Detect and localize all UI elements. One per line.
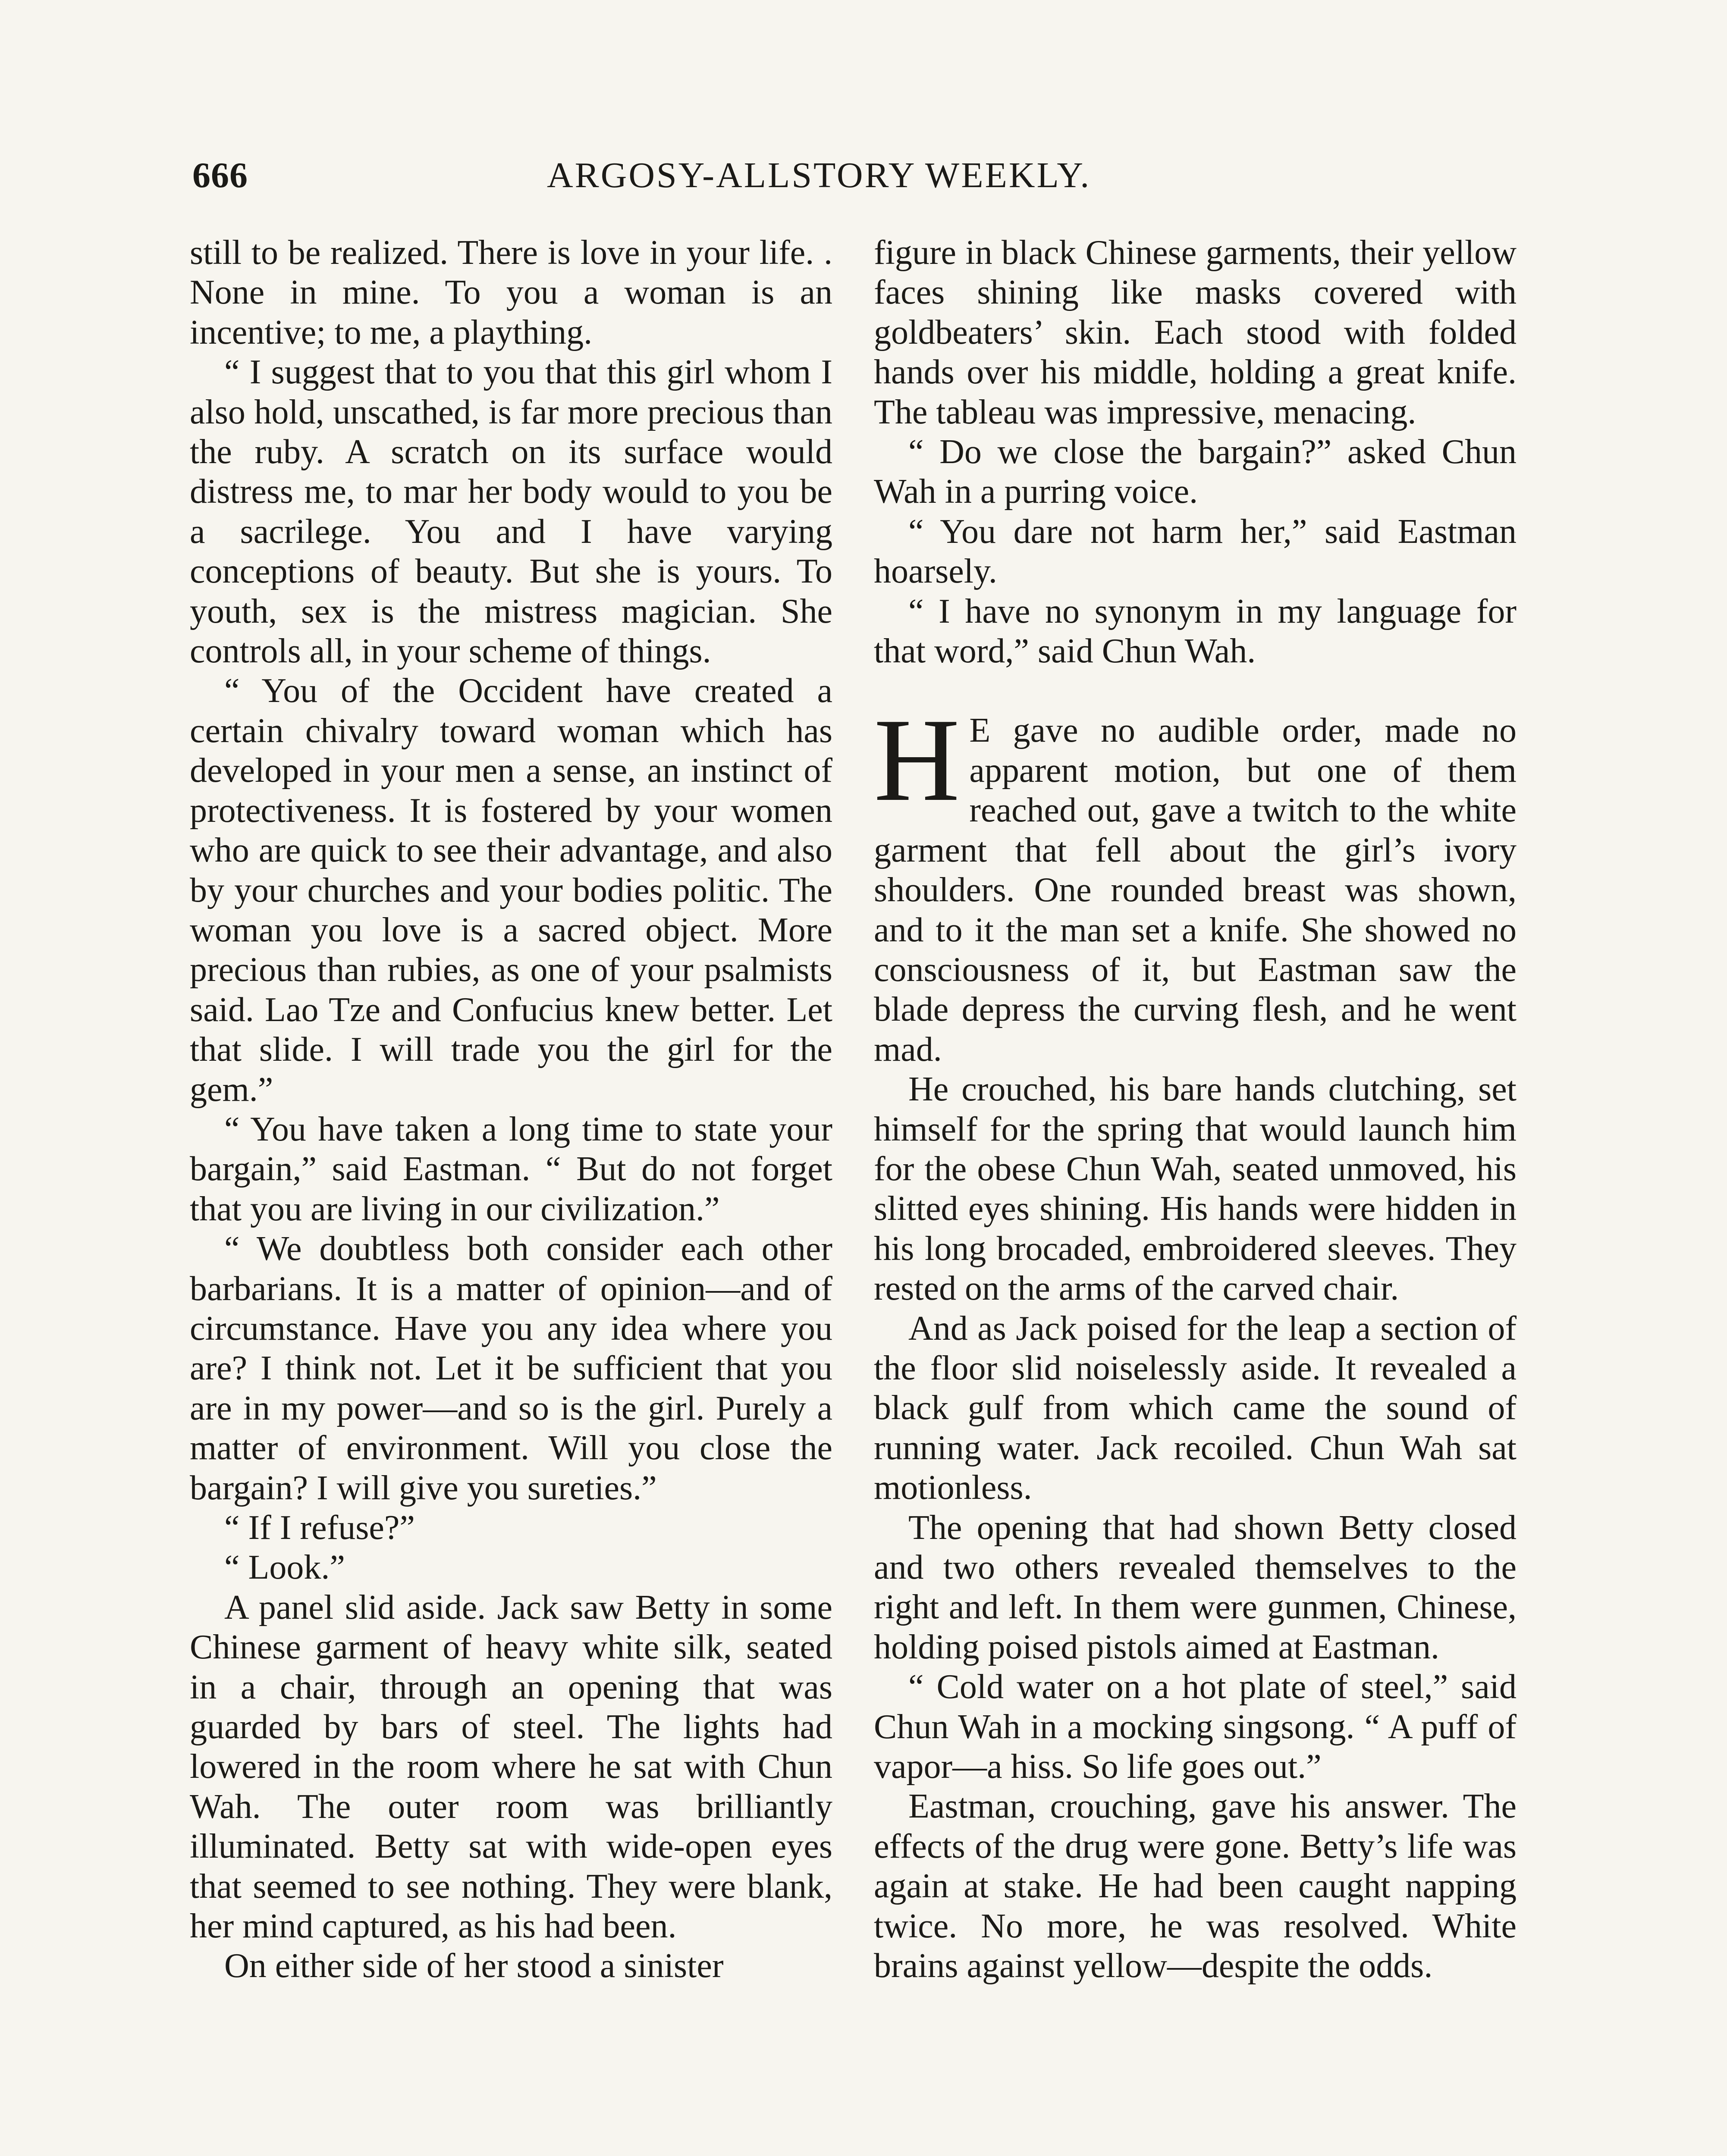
paragraph: still to be realized. There is love in your life. . None in mine. To you a woman is an incentive; to me, a plaything. [190, 234, 832, 351]
drop-cap-paragraph [874, 694, 1517, 1069]
paragraph: “ Do we close the bargain?” asked Chun Wah in a purring voice. [874, 433, 1517, 511]
left-column [190, 233, 832, 1986]
paragraph: And as Jack poised for the leap a section of the floor slid noiselessly aside. It revealed a black gulf from which came the sound of running water. Jack recoiled. Chun Wah sat motionless. [874, 1309, 1517, 1507]
paragraph: He crouched, his bare hands clutching, set himself for the spring that would launch him for the obese Chun Wah, seated unmoved, his slitted eyes shining. His hands were hidden in his long brocaded, embroidered sleeves. They rested on the arms of the carved chair. [874, 1070, 1517, 1308]
paragraph: On either side of her stood a sinister [224, 1947, 724, 1985]
paragraph: “ I suggest that to you that this girl whom I also hold, unscathed, is far more precious than the ruby. A scratch on its surface would distress me, to mar her body would to you be a sacrilege. You and I have varying conceptions of beauty. But she is yours. To youth, sex is the mistress magician. She controls all, in your scheme of things. [190, 353, 832, 671]
drop-cap-text: E gave no audible order, made no apparent motion, but one of them reached out, gave a twitch to the white garment that fell about the girl’s ivory shoulders. One rounded breast was shown, and to it the man set a knife. She showed no consciousness of it, but Eastman saw the blade depress the curving flesh, and he went mad. [874, 711, 1517, 1069]
right-column [874, 233, 1517, 1986]
drop-cap-letter: H [874, 694, 960, 826]
paragraph: “ You of the Occident have created a certain chivalry toward woman which has developed in your men a sense, an instinct of protectiveness. It is fostered by your women who are quick to see their advantage, and also by your churches and your bodies politic. The woman you love is a sacred object. More precious than rubies, as one of your psalmists said. Lao Tze and Confucius knew better. Let that slide. I will trade you the girl for the gem.” [190, 672, 832, 1109]
running-head: ARGOSY-ALLSTORY WEEKLY. [547, 155, 1091, 195]
paragraph: A panel slid aside. Jack saw Betty in some Chinese garment of heavy white silk, seated in a chair, through an opening that was guarded by bars of steel. The lights had lowered in the room where he sat with Chun Wah. The outer room was brilliantly illuminated. Betty sat with wide-open eyes that seemed to see nothing. They were blank, her mind captured, as his had been. [190, 1588, 832, 1946]
section-break [874, 671, 1517, 711]
paragraph: “ I have no synonym in my language for that word,” said Chun Wah. [874, 592, 1517, 671]
paragraph: “ If I refuse?” [224, 1509, 415, 1547]
paragraph: figure in black Chinese garments, their yellow faces shining like masks covered with goldbeaters’ skin. Each stood with folded hands over his middle, holding a great knife. The tableau was impressive, menacing. [874, 234, 1517, 431]
paragraph: The opening that had shown Betty closed and two others revealed themselves to the right and left. In them were gunmen, Chinese, holding poised pistols aimed at Eastman. [874, 1508, 1517, 1666]
paragraph: Eastman, crouching, gave his answer. The effects of the drug were gone. Betty’s life was again at stake. He had been caught napping twice. No more, he was resolved. White brains against yellow—despite the odds. [874, 1787, 1517, 1985]
paragraph: “ We doubtless both consider each other barbarians. It is a matter of opinion—and of circumstance. Have you any idea where you are? I think not. Let it be sufficient that you are in my power—and so is the girl. Purely a matter of environment. Will you close the bargain? I will give you sureties.” [190, 1230, 832, 1507]
page-number: 666 [192, 155, 248, 195]
paragraph: “ Cold water on a hot plate of steel,” said Chun Wah in a mocking singsong. “ A puff of vapor—a hiss. So life goes out.” [874, 1668, 1517, 1786]
paragraph: “ You have taken a long time to state your bargain,” said Eastman. “ But do not forget that you are living in our civilization.” [190, 1110, 832, 1228]
paragraph: “ Look.” [224, 1548, 345, 1587]
paragraph: “ You dare not harm her,” said Eastman hoarsely. [874, 512, 1517, 591]
